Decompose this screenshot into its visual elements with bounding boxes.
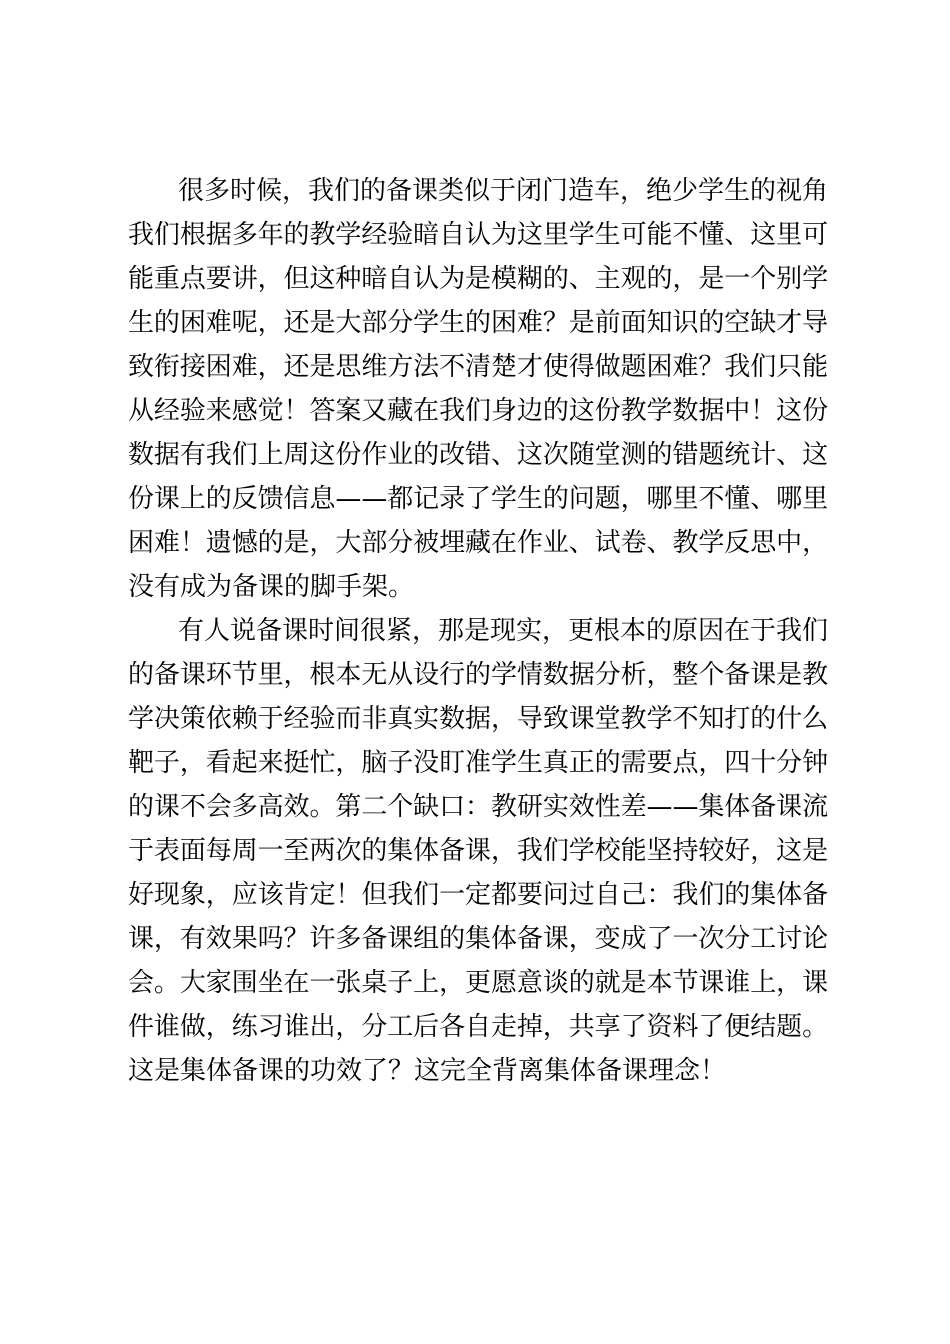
text-line: 件谁做，练习谁出，分工后各自走掉，共享了资料了便结题。 (128, 1012, 829, 1042)
text-line: 困难！遗憾的是，大部分被埋藏在作业、试卷、教学反思中， (128, 528, 829, 558)
text-line: 致衔接困难，还是思维方法不清楚才使得做题困难？我们只能 (128, 352, 829, 382)
text-line: 从经验来感觉！答案又藏在我们身边的这份教学数据中！这份 (128, 396, 829, 426)
body-text (128, 169, 828, 1093)
text-line: 于表面每周一至两次的集体备课，我们学校能坚持较好，这是 (128, 836, 829, 866)
text-line: 课，有效果吗？许多备课组的集体备课，变成了一次分工讨论 (128, 924, 829, 954)
text-line: 会。大家围坐在一张桌子上，更愿意谈的就是本节课谁上，课 (128, 968, 829, 998)
text-line: 这是集体备课的功效了？这完全背离集体备课理念！ (128, 1056, 727, 1086)
paragraph-2 (128, 609, 828, 1093)
text-line: 数据有我们上周这份作业的改错、这次随堂测的错题统计、这 (128, 440, 829, 470)
text-line: 份课上的反馈信息——都记录了学生的问题，哪里不懂、哪里 (128, 484, 829, 514)
text-line: 我们根据多年的教学经验暗自认为这里学生可能不懂、这里可 (128, 220, 829, 250)
text-line: 能重点要讲，但这种暗自认为是模糊的、主观的，是一个别学 (128, 264, 829, 294)
text-line: 很多时候，我们的备课类似于闭门造车，绝少学生的视角 (178, 176, 829, 206)
text-line: 的备课环节里，根本无从设行的学情数据分析，整个备课是教 (128, 660, 829, 690)
text-line: 生的困难呢，还是大部分学生的困难？是前面知识的空缺才导 (128, 308, 829, 338)
text-line: 的课不会多高效。第二个缺口：教研实效性差——集体备课流 (128, 792, 829, 822)
text-line: 没有成为备课的脚手架。 (128, 572, 415, 602)
text-line: 学决策依赖于经验而非真实数据，导致课堂教学不知打的什么 (128, 704, 829, 734)
text-line: 靶子，看起来挺忙，脑子没盯准学生真正的需要点，四十分钟 (128, 748, 829, 778)
text-line: 好现象，应该肯定！但我们一定都要问过自己：我们的集体备 (128, 880, 829, 910)
text-line: 有人说备课时间很紧，那是现实，更根本的原因在于我们 (178, 616, 829, 646)
paragraph-1 (128, 169, 828, 609)
